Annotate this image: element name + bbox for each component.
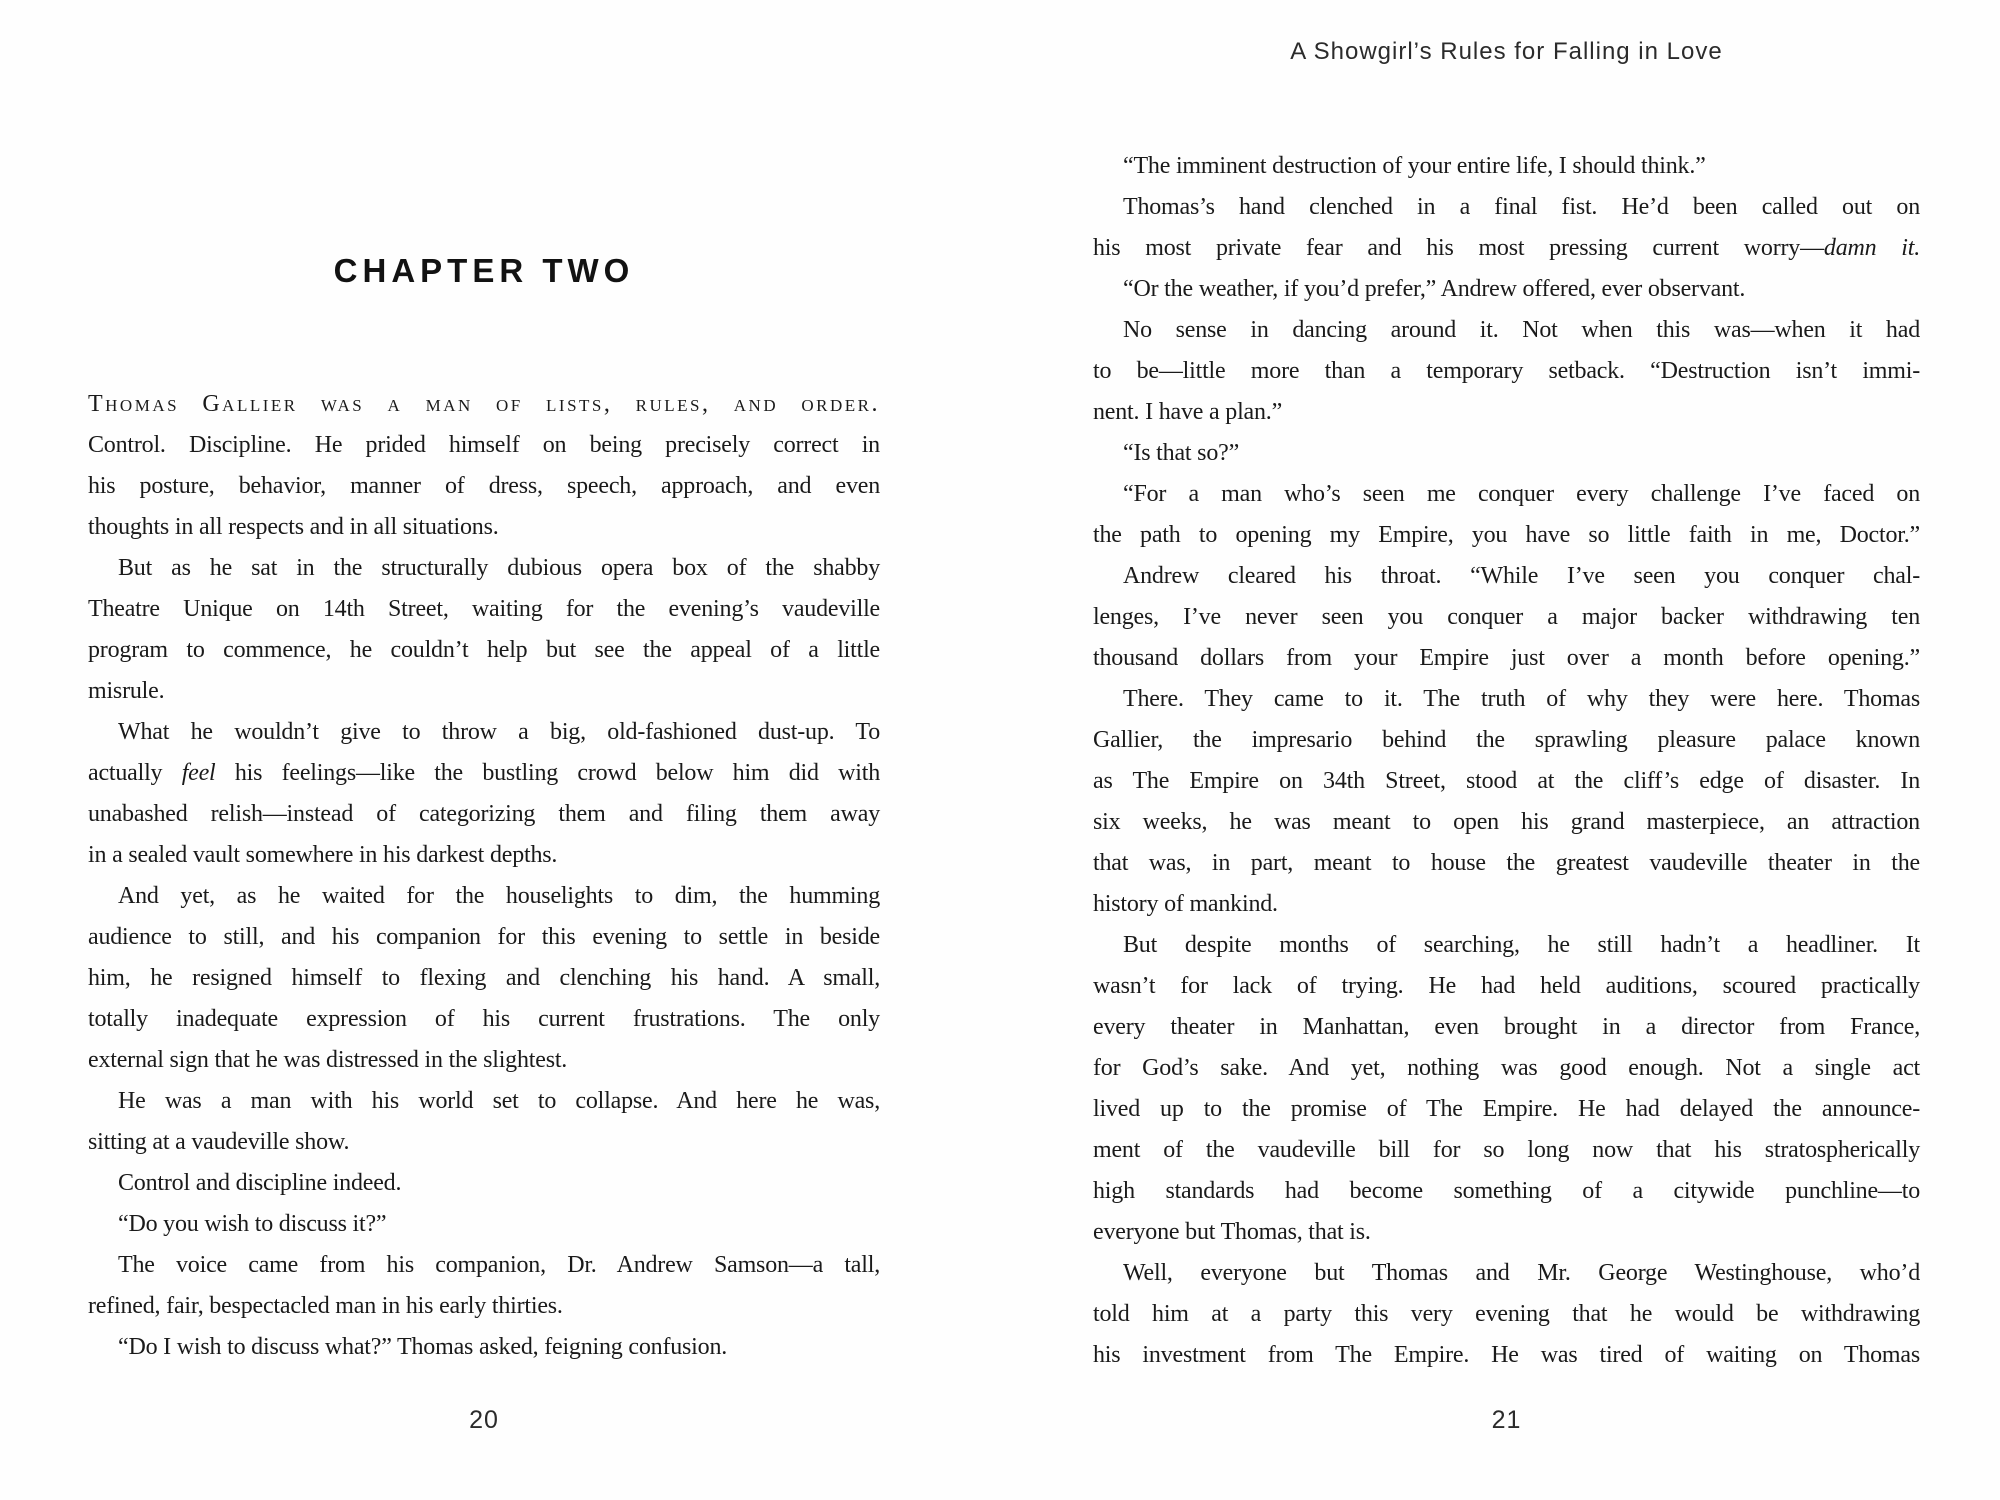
paragraph <box>88 712 880 876</box>
paragraph <box>1093 187 1920 269</box>
text-line <box>1093 310 1920 351</box>
text-line <box>88 466 880 507</box>
left-page <box>88 0 880 1500</box>
text-line <box>1093 1253 1920 1294</box>
text-line <box>88 794 880 835</box>
text-line <box>1093 1212 1920 1253</box>
text-run: history of mankind. <box>1093 891 1278 917</box>
text-line <box>88 1286 880 1327</box>
text-run: in a sealed vault somewhere in his darkest depths. <box>88 842 558 868</box>
text-run: his most private fear and his most pressing current worry— <box>1093 235 1824 261</box>
text-line <box>1093 966 1920 1007</box>
text-run: “The imminent destruction of your entire life, I should think.” <box>1123 153 1706 179</box>
text-run: totally inadequate expression of his current frustrations. The only <box>88 1006 880 1032</box>
text-line <box>1093 269 1920 310</box>
text-line <box>1093 556 1920 597</box>
text-line <box>88 1040 880 1081</box>
italic-text-run: damn it. <box>1823 235 1920 261</box>
text-line <box>1093 802 1920 843</box>
text-run: external sign that he was distressed in the slightest. <box>88 1047 568 1073</box>
text-run: unabashed relish—instead of categorizing them and filing them away <box>88 801 880 827</box>
text-run: There. They came to it. The truth of why they were here. Thomas <box>1123 686 1920 712</box>
text-line <box>1093 228 1920 269</box>
text-line <box>88 999 880 1040</box>
paragraph <box>88 876 880 1081</box>
text-run: “Or the weather, if you’d prefer,” Andrew offered, ever observant. <box>1123 276 1746 302</box>
text-run: Control. Discipline. He prided himself on being precisely correct in <box>88 432 880 458</box>
paragraph <box>1093 433 1920 474</box>
text-line <box>1093 433 1920 474</box>
text-run: high standards had become something of a citywide punchline—to <box>1093 1178 1920 1204</box>
text-line <box>1093 187 1920 228</box>
text-line <box>1093 597 1920 638</box>
text-run: actually <box>88 760 182 786</box>
text-run: The voice came from his companion, Dr. Andrew Samson—a tall, <box>118 1252 880 1278</box>
text-line <box>88 630 880 671</box>
paragraph <box>88 1204 880 1245</box>
text-run: his posture, behavior, manner of dress, speech, approach, and even <box>88 473 880 499</box>
text-run: But as he sat in the structurally dubious opera box of the shabby <box>118 555 880 581</box>
paragraph <box>88 1081 880 1163</box>
text-run: No sense in dancing around it. Not when this was—when it had <box>1123 317 1920 343</box>
text-run: wasn’t for lack of trying. He had held auditions, scoured practically <box>1093 973 1920 999</box>
text-run: Gallier, the impresario behind the sprawling pleasure palace known <box>1093 727 1920 753</box>
text-run: told him at a party this very evening that he would be withdrawing <box>1093 1301 1920 1327</box>
text-run: “For a man who’s seen me conquer every challenge I’ve faced on <box>1123 481 1920 507</box>
text-run: But despite months of searching, he still hadn’t a headliner. It <box>1123 932 1920 958</box>
text-line <box>1093 1171 1920 1212</box>
text-run: his investment from The Empire. He was tired of waiting on Thomas <box>1093 1342 1920 1368</box>
text-run: his feelings—like the bustling crowd below him did with <box>215 760 880 786</box>
paragraph <box>88 1327 880 1368</box>
page-number-left: 20 <box>469 1406 499 1434</box>
text-run: Well, everyone but Thomas and Mr. George Westinghouse, who’d <box>1123 1260 1920 1286</box>
text-line <box>88 425 880 466</box>
text-run: And yet, as he waited for the houselights to dim, the humming <box>118 883 880 909</box>
text-run: that was, in part, meant to house the greatest vaudeville theater in the <box>1093 850 1920 876</box>
text-line <box>88 507 880 548</box>
italic-text-run: feel <box>181 760 216 786</box>
paragraph <box>88 1245 880 1327</box>
text-line <box>88 1245 880 1286</box>
text-run: Control and discipline indeed. <box>118 1170 402 1196</box>
text-line <box>88 753 880 794</box>
text-line <box>88 1081 880 1122</box>
running-header: A Showgirl’s Rules for Falling in Love <box>1290 38 1723 65</box>
text-run: He was a man with his world set to collapse. And here he was, <box>118 1088 880 1114</box>
text-line <box>88 384 880 425</box>
page-number-right: 21 <box>1491 1406 1522 1434</box>
text-run: ment of the vaudeville bill for so long now that his stratospherically <box>1093 1137 1920 1163</box>
text-line <box>1093 474 1920 515</box>
text-run: nent. I have a plan.” <box>1093 399 1283 425</box>
left-page-body-text <box>88 384 880 1368</box>
text-run: program to commence, he couldn’t help but see the appeal of a little <box>88 637 880 663</box>
text-run: lived up to the promise of The Empire. He had delayed the announce- <box>1093 1096 1920 1122</box>
paragraph <box>1093 679 1920 925</box>
text-line <box>88 1122 880 1163</box>
text-line <box>88 671 880 712</box>
text-run: every theater in Manhattan, even brought in a director from France, <box>1093 1014 1920 1040</box>
paragraph <box>88 1163 880 1204</box>
text-line <box>1093 1130 1920 1171</box>
text-line <box>88 1163 880 1204</box>
paragraph <box>1093 146 1920 187</box>
text-line <box>1093 1335 1920 1376</box>
text-line <box>1093 1007 1920 1048</box>
text-line <box>88 548 880 589</box>
text-run: to be—little more than a temporary setback. “Destruction isn’t immi- <box>1093 358 1920 384</box>
text-line <box>88 1327 880 1368</box>
text-line <box>1093 638 1920 679</box>
text-run: Thomas’s hand clenched in a final fist. He’d been called out on <box>1123 194 1920 220</box>
text-line <box>1093 884 1920 925</box>
text-run: Andrew cleared his throat. “While I’ve seen you conquer chal- <box>1123 563 1920 589</box>
text-run: “Is that so?” <box>1123 440 1240 466</box>
small-caps-text-run: Thomas Gallier was a man of lists, rules, and order. <box>88 391 880 417</box>
text-run: “Do I wish to discuss what?” Thomas asked, feigning confusion. <box>118 1334 728 1360</box>
paragraph <box>1093 474 1920 556</box>
text-run: “Do you wish to discuss it?” <box>118 1211 387 1237</box>
text-run: sitting at a vaudeville show. <box>88 1129 350 1155</box>
text-line <box>88 712 880 753</box>
text-line <box>1093 1294 1920 1335</box>
text-line <box>1093 761 1920 802</box>
text-run: Theatre Unique on 14th Street, waiting for the evening’s vaudeville <box>88 596 880 622</box>
text-run: the path to opening my Empire, you have so little faith in me, Doctor.” <box>1093 522 1920 548</box>
text-run: as The Empire on 34th Street, stood at the cliff’s edge of disaster. In <box>1093 768 1920 794</box>
text-line <box>1093 1089 1920 1130</box>
text-line <box>1093 146 1920 187</box>
text-line <box>1093 351 1920 392</box>
text-run: everyone but Thomas, that is. <box>1093 1219 1371 1245</box>
text-line <box>88 835 880 876</box>
text-run: lenges, I’ve never seen you conquer a major backer withdrawing ten <box>1093 604 1920 630</box>
text-run: thousand dollars from your Empire just over a month before opening.” <box>1093 645 1920 671</box>
text-line <box>88 876 880 917</box>
paragraph <box>88 548 880 712</box>
text-line <box>1093 515 1920 556</box>
text-line <box>88 958 880 999</box>
text-run: audience to still, and his companion for this evening to settle in beside <box>88 924 880 950</box>
text-line <box>1093 392 1920 433</box>
text-line <box>1093 843 1920 884</box>
right-page-body-text <box>1093 146 1920 1376</box>
text-line <box>88 589 880 630</box>
text-line <box>1093 720 1920 761</box>
paragraph <box>1093 1253 1920 1376</box>
chapter-heading: CHAPTER TWO <box>333 252 635 289</box>
text-run: misrule. <box>88 678 165 704</box>
text-line <box>1093 1048 1920 1089</box>
paragraph <box>1093 556 1920 679</box>
text-line <box>88 917 880 958</box>
paragraph <box>88 384 880 548</box>
text-run: for God’s sake. And yet, nothing was good enough. Not a single act <box>1093 1055 1920 1081</box>
text-run: him, he resigned himself to flexing and clenching his hand. A small, <box>88 965 880 991</box>
text-line <box>1093 679 1920 720</box>
text-line <box>88 1204 880 1245</box>
text-run: What he wouldn’t give to throw a big, old-fashioned dust-up. To <box>118 719 880 745</box>
paragraph <box>1093 269 1920 310</box>
text-run: six weeks, he was meant to open his grand masterpiece, an attraction <box>1093 809 1920 835</box>
text-run: refined, fair, bespectacled man in his early thirties. <box>88 1293 563 1319</box>
text-line <box>1093 925 1920 966</box>
text-run: thoughts in all respects and in all situations. <box>88 514 499 540</box>
right-page <box>1093 0 1920 1500</box>
paragraph <box>1093 310 1920 433</box>
paragraph <box>1093 925 1920 1253</box>
